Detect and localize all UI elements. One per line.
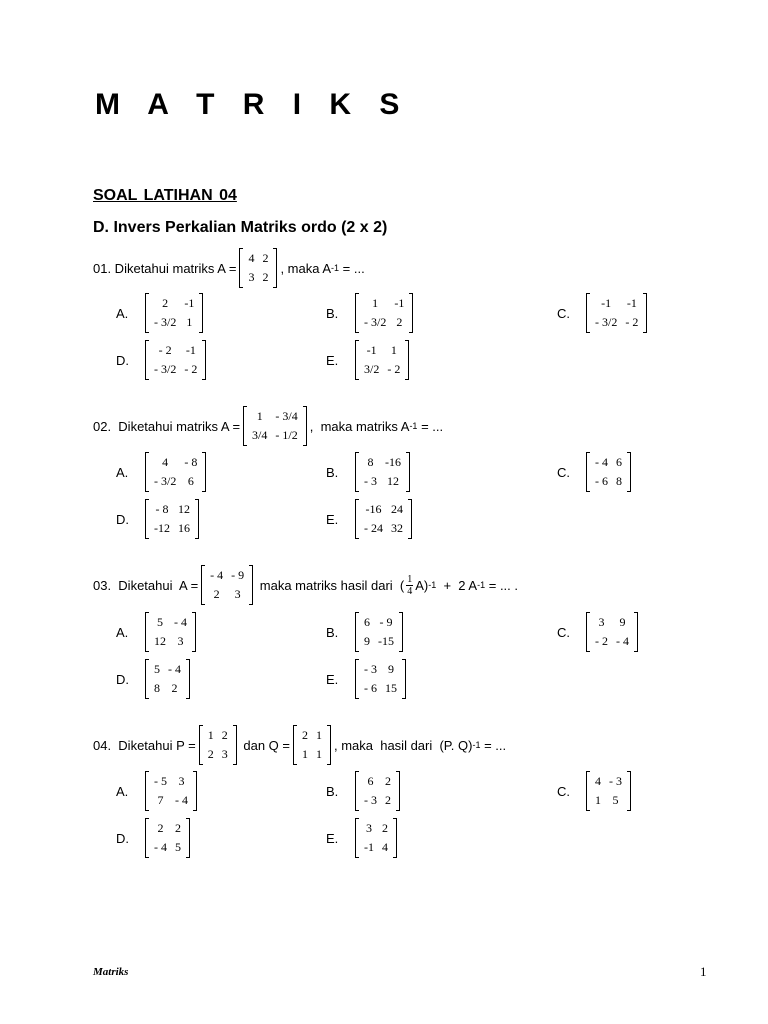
option-1a: A. 2 -1 - 3/2 1 [116,293,206,333]
footer-title: Matriks [93,966,129,978]
matrix: 3 2 -1 4 [355,818,397,858]
option-3c: C. 3 9 - 2 - 4 [557,612,641,652]
option-1c: C. -1 -1 - 3/2 - 2 [557,293,650,333]
matrix: 6 2 - 3 2 [355,771,400,811]
matrix: 5 - 4 12 3 [145,612,196,652]
option-3a: A. 5 - 4 12 3 [116,612,199,652]
exercise-subtitle: SOAL LATIHAN 04 [93,187,237,204]
question-3: 03. Diketahui A = - 4 - 9 2 3 maka matriks hasil dari ( $\frac{1}{4}$ A) -1 + 2 A -1 = ... . [93,565,518,605]
option-2b: B. 8 -16 - 3 12 [326,452,413,492]
matrix: 5 - 4 8 2 [145,659,190,699]
matrix: 4 - 8 - 3/2 6 [145,452,206,492]
matrix: -16 24 - 24 32 [355,499,412,539]
question-3-text: 03. Diketahui A = [93,577,199,593]
matrix: -1 -1 - 3/2 - 2 [586,293,647,333]
question-2: 02. Diketahui matriks A = 1 - 3/4 3/4 - 1/2 , maka matriks A -1 = ... [93,406,443,446]
question-1-text: 01. Diketahui matriks A = [93,260,237,276]
matrix-p: 1 2 2 3 [199,725,237,765]
matrix: - 5 3 7 - 4 [145,771,197,811]
matrix: 3 9 - 2 - 4 [586,612,638,652]
option-2e: E. -16 24 - 24 32 [326,499,415,539]
matrix: -1 1 3/2 - 2 [355,340,409,380]
option-3e: E. - 3 9 - 6 15 [326,659,409,699]
matrix: 4 - 3 1 5 [586,771,631,811]
matrix: 8 -16 - 3 12 [355,452,410,492]
option-4e: E. 3 2 -1 4 [326,818,400,858]
matrix: 2 2 - 4 5 [145,818,190,858]
matrix: - 3 9 - 6 15 [355,659,406,699]
option-2a: A. 4 - 8 - 3/2 6 [116,452,209,492]
page-title: M A T R I K S [95,88,410,121]
question-4: 04. Diketahui P = 1 2 2 3 dan Q = 2 1 1 1 , maka hasil dari (P. Q) -1 = ... [93,725,506,765]
matrix: 4 2 3 2 [239,248,277,288]
matrix: - 4 - 9 2 3 [201,565,253,605]
matrix: 6 - 9 9 -15 [355,612,403,652]
option-1e: E. -1 1 3/2 - 2 [326,340,412,380]
option-3b: B. 6 - 9 9 -15 [326,612,406,652]
option-1b: B. 1 -1 - 3/2 2 [326,293,416,333]
question-1: 01. Diketahui matriks A = 4 2 3 2 , maka A -1 = ... [93,248,365,288]
fraction: $\frac{1}{4}$ [407,573,413,597]
option-3d: D. 5 - 4 8 2 [116,659,193,699]
option-2d: D. - 8 12 -12 16 [116,499,202,539]
page-number: 1 [700,964,707,979]
option-4d: D. 2 2 - 4 5 [116,818,193,858]
matrix: - 2 -1 - 3/2 - 2 [145,340,206,380]
matrix: 2 -1 - 3/2 1 [145,293,203,333]
option-4b: B. 6 2 - 3 2 [326,771,403,811]
question-2-text: 02. Diketahui matriks A = [93,418,241,434]
matrix: 1 -1 - 3/2 2 [355,293,413,333]
question-4-text: 04. Diketahui P = [93,737,196,753]
section-heading: D. Invers Perkalian Matriks ordo (2 x 2) [93,219,388,236]
matrix: 1 - 3/4 3/4 - 1/2 [243,406,307,446]
option-1d: D. - 2 -1 - 3/2 - 2 [116,340,209,380]
matrix: - 8 12 -12 16 [145,499,199,539]
option-2c: C. - 4 6 - 6 8 [557,452,634,492]
matrix: - 4 6 - 6 8 [586,452,631,492]
option-4a: A. - 5 3 7 - 4 [116,771,200,811]
matrix-q: 2 1 1 1 [293,725,331,765]
option-4c: C. 4 - 3 1 5 [557,771,634,811]
